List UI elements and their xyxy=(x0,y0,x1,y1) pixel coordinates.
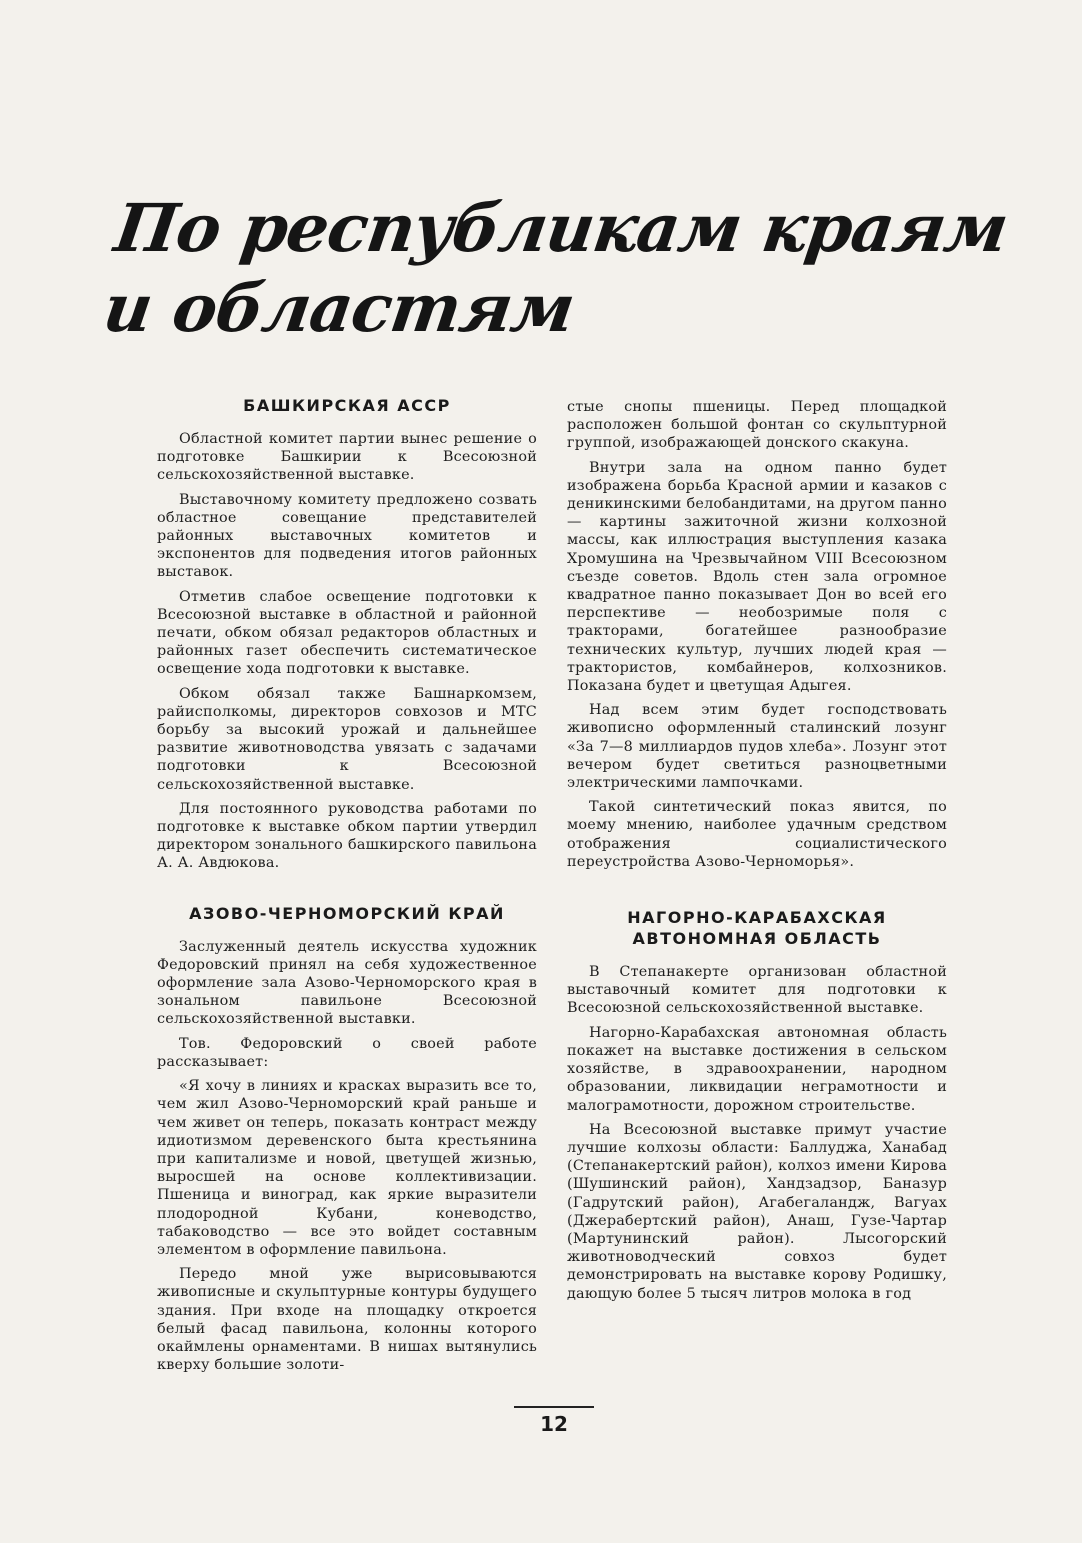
article-azov-black-sea xyxy=(157,903,537,1375)
paragraph: стые снопы пшеницы. Перед площадкой расположен большой фонтан со скульптурной группой, изображающей донского скакуна. xyxy=(567,399,947,452)
paragraph: Отметив слабое освещение подготовки к Всесоюзной выставке в областной и районной печати, обком обязал редакторов областных и районных газет обеспечить систематическое освещение хода подготовки к выставке. xyxy=(157,588,537,678)
article-azov-continued xyxy=(567,398,947,871)
paragraph: Выставочному комитету предложено созвать областное совещание представителей районных выставочных комитетов и экспонентов для подведения итогов районных выставок. xyxy=(157,491,537,581)
paragraph: Обком обязал также Башнаркомзем, райисполкомы, директоров совхозов и МТС борьбу за высокий урожай и дальнейшее развитие животноводства увязать с задачами подготовки к Всесоюзной сельскохозяйственной выставке. xyxy=(157,685,537,793)
paragraph: Тов. Федоровский о своей работе рассказывает: xyxy=(157,1035,537,1070)
page-number: 12 xyxy=(540,1412,568,1436)
article-heading: БАШКИРСКАЯ АССР xyxy=(243,396,451,415)
paragraph: Нагорно-Карабахская автономная область покажет на выставке достижения в сельском хозяйстве, в здравоохранении, народном образовании, ликвидации неграмотности и малограмотности, дорожном строительстве. xyxy=(567,1024,947,1114)
page-title: По республикам краям и областям xyxy=(98,189,1013,347)
article-heading: АЗОВО-ЧЕРНОМОРСКИЙ КРАЙ xyxy=(189,903,505,923)
article-nagorno-karabakh xyxy=(567,907,947,1303)
left-column xyxy=(157,395,537,1404)
paragraph: Внутри зала на одном панно будет изображена борьба Красной армии и казаков с деникинскими белобандитами, на другом панно — картины зажиточной жизни колхозной массы, как иллюстрация выступления казака Хромушина на Чрезвычайном VIII Всесоюзном съезде советов. Вдоль стен зала огромное квадратное панно показывает Дон во всей его перспективе — необозримые поля с тракторами, богатейшее разнообразие технических культур, лучших людей края — трактористов, комбайнеров, колхозников. Показана будет и цветущая Адыгея. xyxy=(567,459,947,695)
paragraph: Для постоянного руководства работами по подготовке к выставке обком партии утвердил директором зонального башкирского павильона А. А. Авдюкова. xyxy=(157,800,537,872)
right-column xyxy=(567,398,947,1333)
paragraph: Над всем этим будет господствовать живописно оформленный сталинский лозунг «За 7—8 миллиардов пудов хлеба». Лозунг этот вечером будет светиться разноцветными электрическими лампочками. xyxy=(567,702,947,792)
article-bashkir xyxy=(157,395,537,873)
article-heading: НАГОРНО-КАРАБАХСКАЯ АВТОНОМНАЯ ОБЛАСТЬ xyxy=(627,908,887,949)
paragraph: «Я хочу в линиях и красках выразить все то, чем жил Азово-Черноморский край раньше и чем живет он теперь, показать контраст между идиотизмом деревенского быта крестьянина при капитализме и новой, цветущей жизнью, выросшей на основе коллективизации. Пшеница и виноград, как яркие выразители плодородной Кубани, коневодство, табаководство — все это войдет составным элементом в оформление павильона. xyxy=(157,1078,537,1258)
paragraph: В Степанакерте организован областной выставочный комитет для подготовки к Всесоюзной сельскохозяйственной выставке. xyxy=(567,964,947,1017)
paragraph: Такой синтетический показ явится, по моему мнению, наиболее удачным средством отображения социалистического переустройства Азово-Черноморья». xyxy=(567,799,947,870)
paragraph: Передо мной уже вырисовываются живописные и скульптурные контуры будущего здания. При входе на площадку откроется белый фасад павильона, колонны которого окаймлены орнаментами. В нишах вытянулись кверху большие золоти- xyxy=(157,1266,537,1374)
paragraph: Областной комитет партии вынес решение о подготовке Башкирии к Всесоюзной сельскохозяйственной выставке. xyxy=(157,431,537,484)
paragraph: На Всесоюзной выставке примут участие лучшие колхозы области: Баллуджа, Ханабад (Степанакертский район), колхоз имени Кирова (Шушинский район), Хандзадзор, Баназур (Гадрутский район), Агабегаландж, Вагуах (Джерабертский район), Анаш, Гузе-Чартар (Мартунинский район). Лысогорский животноводческий совхоз будет демонстрировать на выставке корову Родишку, дающую более 5 тысяч литров молока в год xyxy=(567,1121,947,1302)
paragraph: Заслуженный деятель искусства художник Федоровский принял на себя художественное оформление зала Азово-Черноморского края в зональном павильоне Всесоюзной сельскохозяйственной выставки. xyxy=(157,938,537,1028)
page-number-rule xyxy=(514,1406,594,1408)
